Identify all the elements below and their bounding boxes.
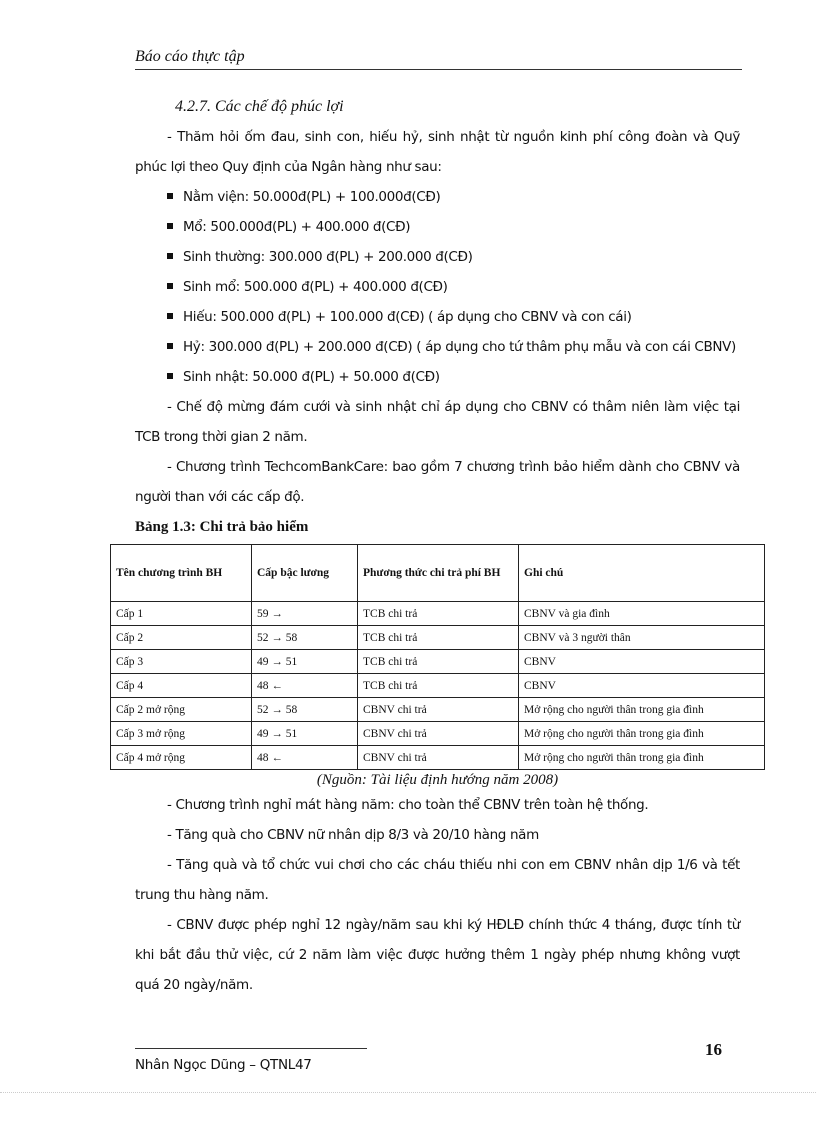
bullet-item: Sinh thường: 300.000 đ(PL) + 200.000 đ(CĐ) [135,242,740,272]
page-bottom-border [0,1092,816,1093]
header-cell: Tên chương trình BH [111,545,252,602]
bullet-square-icon [167,193,173,199]
bullet-square-icon [167,283,173,289]
bullet-square-icon [167,253,173,259]
paragraph: - Tăng quà cho CBNV nữ nhân dịp 8/3 và 20/10 hàng năm [167,827,539,843]
footer-divider [135,1048,367,1049]
insurance-table [110,544,765,770]
wedding-paragraph: - Chế độ mừng đám cưới và sinh nhật chỉ áp dụng cho CBNV có thâm niên làm việc tại TCB trong thời gian 2 năm. [135,399,740,445]
table-row: Cấp 2 mở rộng 52 → 58 CBNV chi trả Mở rộng cho người thân trong gia đình [111,698,765,722]
section-title: 4.2.7. Các chế độ phúc lợi [175,98,344,115]
header-cell: Cấp bậc lương [252,545,358,602]
table-caption: Bảng 1.3: Chi trả bảo hiểm [135,519,309,535]
page-number: 16 [705,1040,722,1059]
paragraph: - Tăng quà và tổ chức vui chơi cho các cháu thiếu nhi con em CBNV nhân dịp 1/6 và tết trung thu hàng năm. [135,857,740,903]
table-row: Cấp 4 48 ← TCB chi trả CBNV [111,674,765,698]
header-cell: Ghi chú [519,545,765,602]
bullet-square-icon [167,373,173,379]
running-header: Báo cáo thực tập [135,48,742,70]
care-paragraph: - Chương trình TechcomBankCare: bao gồm 7 chương trình bảo hiểm dành cho CBNV và người than với các cấp độ. [135,459,740,505]
bullet-square-icon [167,343,173,349]
bullet-item: Mổ: 500.000đ(PL) + 400.000 đ(CĐ) [135,212,740,242]
page-content [116,92,740,1000]
bullet-item: Sinh nhật: 50.000 đ(PL) + 50.000 đ(CĐ) [135,362,740,392]
bullet-square-icon [167,313,173,319]
table-row: Cấp 3 49 → 51 TCB chi trả CBNV [111,650,765,674]
paragraph: - Chương trình nghỉ mát hàng năm: cho toàn thể CBNV trên toàn hệ thống. [167,797,649,813]
header-cell: Phương thức chi trả phí BH [358,545,519,602]
bullet-item: Hỷ: 300.000 đ(PL) + 200.000 đ(CĐ) ( áp dụng cho tứ thâm phụ mẫu và con cái CBNV) [135,332,740,362]
table-row: Cấp 4 mở rộng 48 ← CBNV chi trả Mở rộng cho người thân trong gia đình [111,746,765,770]
table-row: Cấp 2 52 → 58 TCB chi trả CBNV và 3 người thân [111,626,765,650]
table-header-row [111,545,765,602]
table-source: (Nguồn: Tài liệu định hướng năm 2008) [316,772,559,788]
table-row: Cấp 3 mở rộng 49 → 51 CBNV chi trả Mở rộng cho người thân trong gia đình [111,722,765,746]
bullet-square-icon [167,223,173,229]
intro-paragraph: - Thăm hỏi ốm đau, sinh con, hiếu hỷ, sinh nhật từ nguồn kinh phí công đoàn và Quỹ phúc lợi theo Quy định của Ngân hàng như sau: [135,129,740,175]
bullet-item: Hiếu: 500.000 đ(PL) + 100.000 đ(CĐ) ( áp dụng cho CBNV và con cái) [135,302,740,332]
bullet-item: Sinh mổ: 500.000 đ(PL) + 400.000 đ(CĐ) [135,272,740,302]
footer-author: Nhân Ngọc Dũng – QTNL47 [135,1057,312,1073]
bullet-item: Nằm viện: 50.000đ(PL) + 100.000đ(CĐ) [135,182,740,212]
paragraph: - CBNV được phép nghỉ 12 ngày/năm sau khi ký HĐLĐ chính thức 4 tháng, được tính từ khi bắt đầu thử việc, cứ 2 năm làm việc được hưởng thêm 1 ngày phép nhưng không vượt quá 20 ngày/năm. [135,917,740,993]
table-row: Cấp 1 59 → TCB chi trả CBNV và gia đình [111,602,765,626]
